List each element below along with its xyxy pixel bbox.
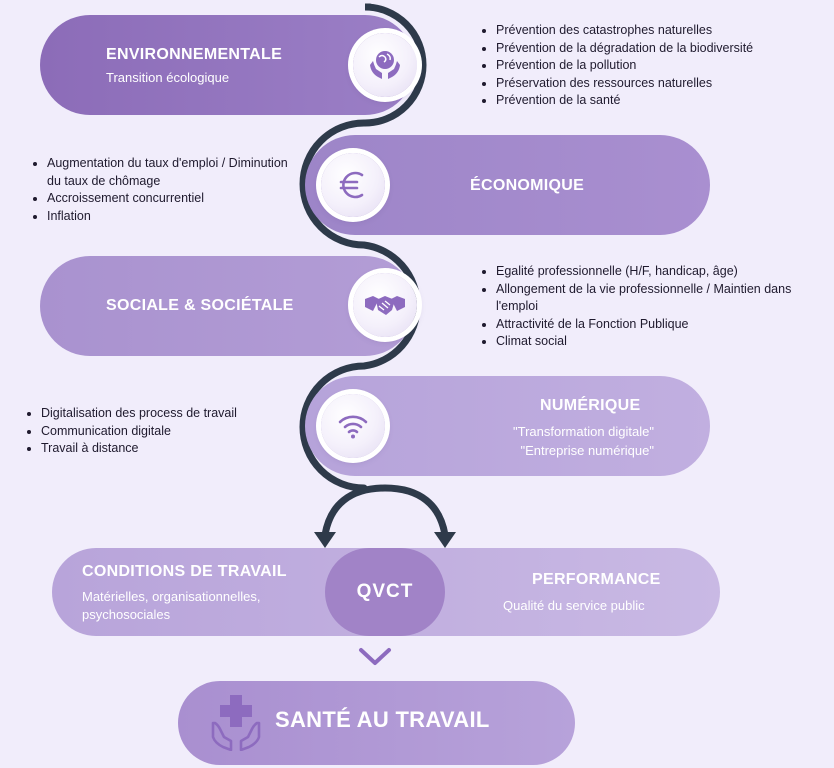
list-item: • Prévention des catastrophes naturelles: [496, 22, 834, 40]
performance-subtitle: Qualité du service public: [503, 598, 645, 613]
split-arc: [325, 488, 445, 535]
conditions-subtitle-2: psychosociales: [82, 607, 171, 622]
numerique-title: NUMÉRIQUE: [540, 397, 641, 414]
wifi-icon: [335, 408, 371, 444]
conditions-subtitle-1: Matérielles, organisationnelles,: [82, 589, 261, 604]
sociale-icon-circle: [353, 273, 417, 337]
list-item: • Digitalisation des process de travail: [41, 405, 311, 423]
euro-icon: [333, 165, 373, 205]
environnementale-subtitle: Transition écologique: [106, 70, 230, 85]
performance-title: PERFORMANCE: [532, 571, 661, 588]
economique-title: ÉCONOMIQUE: [470, 177, 585, 194]
list-item: • Travail à distance: [41, 440, 311, 458]
arrow-right-head: [434, 532, 456, 548]
list-item: • Préservation des ressources naturelles: [496, 75, 834, 93]
numerique-bullets: [27, 405, 311, 458]
numerique-subtitle-1: "Transformation digitale": [513, 424, 654, 439]
list-item: • Communication digitale: [41, 423, 311, 441]
list-item: • Climat social: [496, 333, 816, 351]
qvct-center: [325, 548, 445, 636]
list-item: • Egalité professionnelle (H/F, handicap, âge): [496, 263, 816, 281]
list-item: • Allongement de la vie professionnelle / Maintien dans l'emploi: [496, 281, 816, 316]
list-item: • Attractivité de la Fonction Publique: [496, 316, 816, 334]
numerique-subtitle-2: "Entreprise numérique": [520, 443, 654, 458]
environnementale-title: ENVIRONNEMENTALE: [106, 46, 283, 63]
sociale-bullets: [482, 263, 816, 351]
conditions-title: CONDITIONS DE TRAVAIL: [82, 563, 287, 580]
economique-bullets: [33, 155, 297, 225]
list-item: • Prévention de la pollution: [496, 57, 834, 75]
qvct-label: QVCT: [356, 581, 414, 602]
handshake-icon: [363, 285, 407, 325]
numerique-icon-circle: [321, 394, 385, 458]
globe-hands-icon: [365, 45, 405, 85]
medical-cross-hands-icon: [210, 693, 262, 751]
chevron-down-icon: [361, 650, 389, 663]
list-item: • Inflation: [47, 208, 297, 226]
list-item: • Accroissement concurrentiel: [47, 190, 297, 208]
environnementale-bullets: [482, 22, 834, 110]
sociale-title: SOCIALE & SOCIÉTALE: [106, 297, 294, 314]
arrow-left-head: [314, 532, 336, 548]
list-item: • Prévention de la dégradation de la biodiversité: [496, 40, 834, 58]
list-item: • Prévention de la santé: [496, 92, 834, 110]
economique-icon-circle: [321, 153, 385, 217]
environnementale-icon-circle: [353, 33, 417, 97]
sante-title: SANTÉ AU TRAVAIL: [275, 707, 490, 732]
list-item: • Augmentation du taux d'emploi / Diminution du taux de chômage: [47, 155, 297, 190]
